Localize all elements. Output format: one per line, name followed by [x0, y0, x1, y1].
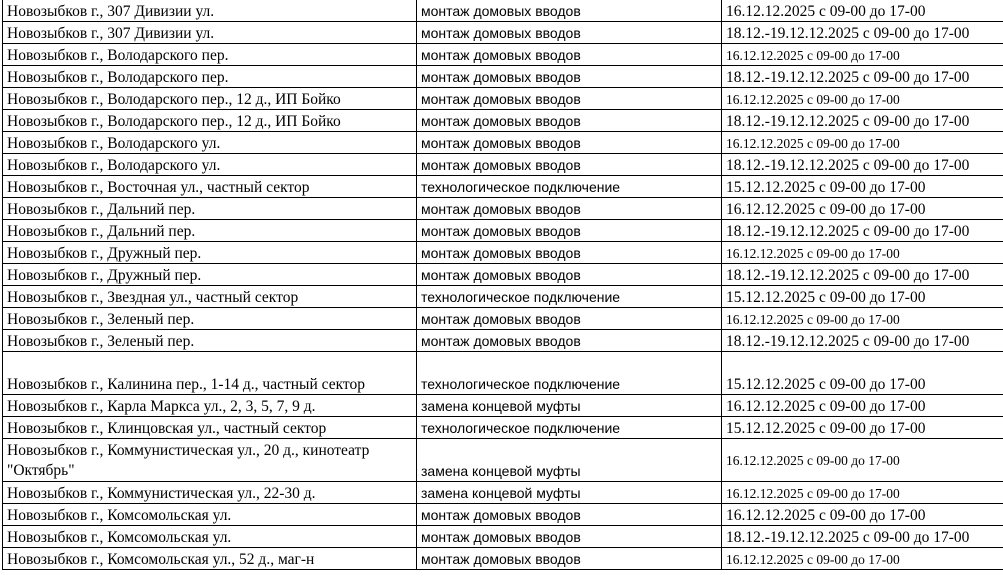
outage-schedule-table: [2, 0, 1003, 570]
address-cell: Новозыбков г., Клинцовская ул., частный сектор: [3, 417, 417, 439]
table-row: [3, 66, 1003, 88]
table-row: [3, 352, 1003, 395]
address-cell: Новозыбков г., 307 Дивизии ул.: [3, 0, 417, 22]
work-type-cell: монтаж домовых вводов: [417, 330, 722, 352]
table-row: [3, 220, 1003, 242]
table-row: [3, 242, 1003, 264]
schedule-time-cell: 18.12.-19.12.12.2025 с 09-00 до 17-00: [722, 110, 1003, 132]
address-cell: Новозыбков г., Володарского пер.: [3, 44, 417, 66]
address-cell: Новозыбков г., Зеленый пер.: [3, 308, 417, 330]
table-row: [3, 526, 1003, 548]
table-row: [3, 482, 1003, 504]
table-row: [3, 548, 1003, 570]
work-type-cell: монтаж домовых вводов: [417, 526, 722, 548]
address-cell: Новозыбков г., Коммунистическая ул., 22-30 д.: [3, 482, 417, 504]
table-row: [3, 417, 1003, 439]
schedule-time-cell: 18.12.-19.12.12.2025 с 09-00 до 17-00: [722, 220, 1003, 242]
address-cell: Новозыбков г., Володарского пер., 12 д., ИП Бойко: [3, 88, 417, 110]
schedule-time-cell: 16.12.12.2025 с 09-00 до 17-00: [722, 482, 1003, 504]
work-type-cell: замена концевой муфты: [417, 395, 722, 417]
address-cell: Новозыбков г., Карла Маркса ул., 2, 3, 5, 7, 9 д.: [3, 395, 417, 417]
address-cell: Новозыбков г., Дальний пер.: [3, 198, 417, 220]
address-cell: Новозыбков г., Звездная ул., частный сектор: [3, 286, 417, 308]
schedule-time-cell: 16.12.12.2025 с 09-00 до 17-00: [722, 548, 1003, 570]
address-cell: Новозыбков г., Комсомольская ул.: [3, 526, 417, 548]
table-body: [3, 0, 1003, 570]
table-row: [3, 439, 1003, 482]
table-row: [3, 308, 1003, 330]
work-type-cell: монтаж домовых вводов: [417, 548, 722, 570]
schedule-time-cell: 18.12.-19.12.12.2025 с 09-00 до 17-00: [722, 22, 1003, 44]
work-type-cell: технологическое подключение: [417, 176, 722, 198]
address-cell: Новозыбков г., Володарского пер.: [3, 66, 417, 88]
schedule-time-cell: 16.12.12.2025 с 09-00 до 17-00: [722, 395, 1003, 417]
work-type-cell: замена концевой муфты: [417, 439, 722, 482]
work-type-cell: монтаж домовых вводов: [417, 220, 722, 242]
schedule-time-cell: 18.12.-19.12.12.2025 с 09-00 до 17-00: [722, 154, 1003, 176]
table-row: [3, 154, 1003, 176]
work-type-cell: монтаж домовых вводов: [417, 110, 722, 132]
table-row: [3, 504, 1003, 526]
address-cell: Новозыбков г., Дружный пер.: [3, 264, 417, 286]
work-type-cell: замена концевой муфты: [417, 482, 722, 504]
table-row: [3, 132, 1003, 154]
table-row: [3, 330, 1003, 352]
address-cell: Новозыбков г., Восточная ул., частный сектор: [3, 176, 417, 198]
schedule-time-cell: 16.12.12.2025 с 09-00 до 17-00: [722, 242, 1003, 264]
table-row: [3, 176, 1003, 198]
schedule-time-cell: 16.12.12.2025 с 09-00 до 17-00: [722, 88, 1003, 110]
schedule-time-cell: 15.12.12.2025 с 09-00 до 17-00: [722, 352, 1003, 395]
work-type-cell: технологическое подключение: [417, 352, 722, 395]
schedule-time-cell: 16.12.12.2025 с 09-00 до 17-00: [722, 308, 1003, 330]
address-cell: Новозыбков г., 307 Дивизии ул.: [3, 22, 417, 44]
schedule-time-cell: 16.12.12.2025 с 09-00 до 17-00: [722, 132, 1003, 154]
address-cell: Новозыбков г., Зеленый пер.: [3, 330, 417, 352]
schedule-time-cell: 16.12.12.2025 с 09-00 до 17-00: [722, 504, 1003, 526]
schedule-time-cell: 16.12.12.2025 с 09-00 до 17-00: [722, 439, 1003, 482]
schedule-time-cell: 18.12.-19.12.12.2025 с 09-00 до 17-00: [722, 526, 1003, 548]
work-type-cell: монтаж домовых вводов: [417, 44, 722, 66]
work-type-cell: технологическое подключение: [417, 286, 722, 308]
work-type-cell: технологическое подключение: [417, 417, 722, 439]
work-type-cell: монтаж домовых вводов: [417, 242, 722, 264]
table-row: [3, 264, 1003, 286]
table-row: [3, 110, 1003, 132]
schedule-time-cell: 18.12.-19.12.12.2025 с 09-00 до 17-00: [722, 330, 1003, 352]
schedule-time-cell: 16.12.12.2025 с 09-00 до 17-00: [722, 198, 1003, 220]
schedule-time-cell: 18.12.-19.12.12.2025 с 09-00 до 17-00: [722, 66, 1003, 88]
address-cell: Новозыбков г., Дружный пер.: [3, 242, 417, 264]
schedule-time-cell: 15.12.12.2025 с 09-00 до 17-00: [722, 286, 1003, 308]
address-cell: Новозыбков г., Коммунистическая ул., 20 д., кинотеатр "Октябрь": [3, 439, 417, 482]
address-cell: Новозыбков г., Володарского ул.: [3, 132, 417, 154]
address-cell: Новозыбков г., Володарского пер., 12 д., ИП Бойко: [3, 110, 417, 132]
table-row: [3, 0, 1003, 22]
address-cell: Новозыбков г., Комсомольская ул., 52 д., маг-н: [3, 548, 417, 570]
schedule-time-cell: 15.12.12.2025 с 09-00 до 17-00: [722, 176, 1003, 198]
table-row: [3, 44, 1003, 66]
schedule-time-cell: 16.12.12.2025 с 09-00 до 17-00: [722, 0, 1003, 22]
work-type-cell: монтаж домовых вводов: [417, 308, 722, 330]
work-type-cell: монтаж домовых вводов: [417, 154, 722, 176]
address-cell: Новозыбков г., Дальний пер.: [3, 220, 417, 242]
table-row: [3, 395, 1003, 417]
schedule-time-cell: 18.12.-19.12.12.2025 с 09-00 до 17-00: [722, 264, 1003, 286]
schedule-time-cell: 16.12.12.2025 с 09-00 до 17-00: [722, 44, 1003, 66]
table-row: [3, 88, 1003, 110]
work-type-cell: монтаж домовых вводов: [417, 66, 722, 88]
schedule-time-cell: 15.12.12.2025 с 09-00 до 17-00: [722, 417, 1003, 439]
table-row: [3, 286, 1003, 308]
work-type-cell: монтаж домовых вводов: [417, 132, 722, 154]
table-row: [3, 198, 1003, 220]
address-cell: Новозыбков г., Калинина пер., 1-14 д., частный сектор: [3, 352, 417, 395]
table-row: [3, 22, 1003, 44]
address-cell: Новозыбков г., Володарского ул.: [3, 154, 417, 176]
work-type-cell: монтаж домовых вводов: [417, 198, 722, 220]
work-type-cell: монтаж домовых вводов: [417, 0, 722, 22]
work-type-cell: монтаж домовых вводов: [417, 22, 722, 44]
work-type-cell: монтаж домовых вводов: [417, 88, 722, 110]
address-cell: Новозыбков г., Комсомольская ул.: [3, 504, 417, 526]
work-type-cell: монтаж домовых вводов: [417, 264, 722, 286]
work-type-cell: монтаж домовых вводов: [417, 504, 722, 526]
